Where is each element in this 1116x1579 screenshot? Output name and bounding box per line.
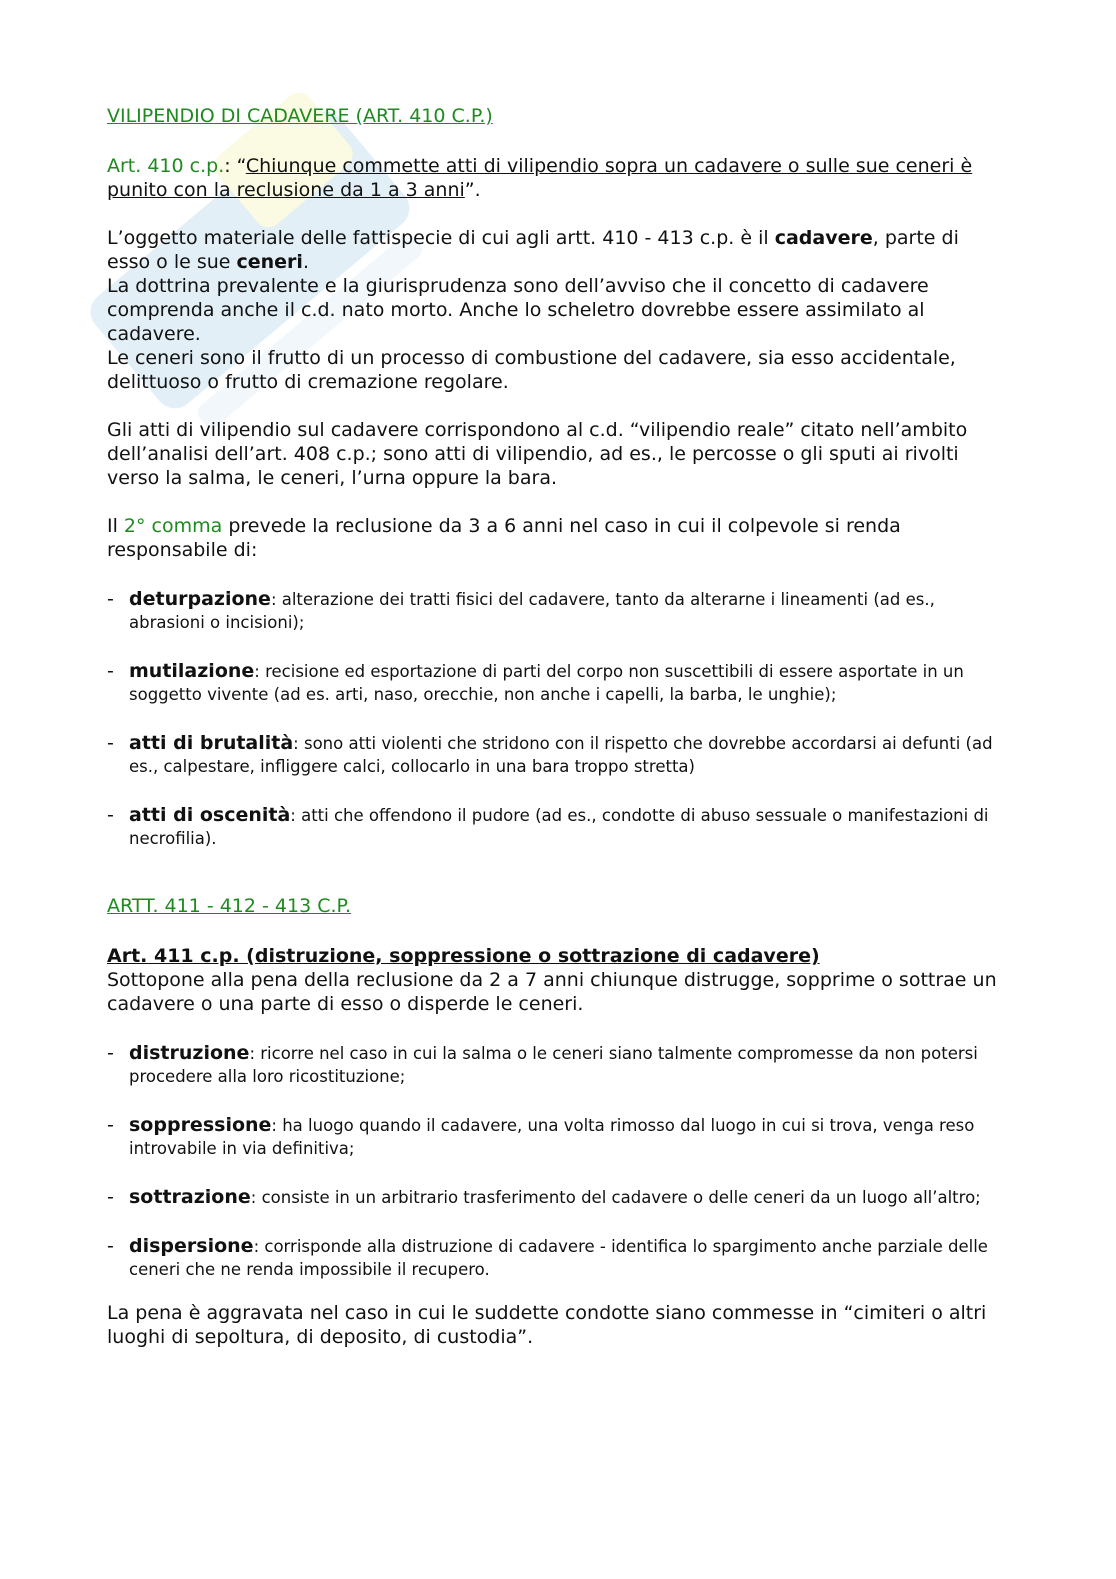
art-410-quote: Chiunque commette atti di vilipendio sopra un cadavere o sulle sue ceneri è punito con la reclusione da 1 a 3 anni bbox=[107, 155, 973, 201]
list-item-term: mutilazione bbox=[129, 660, 255, 682]
list-item bbox=[107, 1114, 1007, 1160]
list-item-text: : alterazione dei tratti fisici del cadavere, tanto da alterarne i lineamenti (ad es., abrasioni o incisioni); bbox=[129, 590, 935, 632]
list-item-term: dispersione bbox=[129, 1235, 254, 1257]
paragraph-atti-vilipendio: Gli atti di vilipendio sul cadavere corrispondono al c.d. “vilipendio reale” citato nell’ambito dell’analisi dell’art. 408 c.p.; sono atti di vilipendio, ad es., le percosse o gli sputi ai rivolti verso la salma, le ceneri, l’urna oppure la bara. bbox=[107, 419, 968, 489]
list-item-text: : ha luogo quando il cadavere, una volta rimosso dal luogo in cui si trova, venga reso introvabile in via definitiva; bbox=[129, 1116, 975, 1158]
list-item-term: distruzione bbox=[129, 1042, 250, 1064]
bullet-dash: - bbox=[107, 588, 114, 610]
paragraph-oggetto-materiale bbox=[107, 226, 1007, 274]
list-item bbox=[107, 804, 1007, 850]
paragraph-secondo-comma bbox=[107, 514, 1007, 562]
paragraph-ceneri: Le ceneri sono il frutto di un processo di combustione del cadavere, sia esso accidentale, delittuoso o frutto di cremazione regolare. bbox=[107, 347, 956, 393]
art-410-reference: Art. 410 c.p. bbox=[107, 155, 225, 177]
quote-close: ”. bbox=[464, 179, 481, 201]
bullet-dash: - bbox=[107, 1235, 114, 1257]
bullet-dash: - bbox=[107, 1186, 114, 1208]
list-item-text: : corrisponde alla distruzione di cadavere - identifica lo spargimento anche parziale delle ceneri che ne renda impossibile il recupero. bbox=[129, 1237, 988, 1279]
list-item bbox=[107, 660, 1007, 706]
bullet-dash: - bbox=[107, 1114, 114, 1136]
bold-term-cadavere: cadavere bbox=[774, 227, 873, 249]
list-item-term: sottrazione bbox=[129, 1186, 251, 1208]
list-item bbox=[107, 732, 1007, 778]
paragraph-pena-aggravata: La pena è aggravata nel caso in cui le suddette condotte siano commesse in “cimiteri o altri luoghi di sepoltura, di deposito, di custodia”. bbox=[107, 1302, 987, 1348]
list-item-term: soppressione bbox=[129, 1114, 272, 1136]
list-item-term: deturpazione bbox=[129, 588, 271, 610]
document-page bbox=[107, 104, 1007, 1349]
list-item-text: : ricorre nel caso in cui la salma o le ceneri siano talmente compromesse da non potersi procedere alla loro ricostituzione; bbox=[129, 1044, 978, 1086]
list-item bbox=[107, 1186, 1007, 1209]
paragraph-art-411: Sottopone alla pena della reclusione da 2 a 7 anni chiunque distrugge, sopprime o sottrae un cadavere o una parte di esso o disperde le ceneri. bbox=[107, 969, 997, 1015]
subheading-art-411: Art. 411 c.p. (distruzione, soppressione o sottrazione di cadavere) bbox=[107, 945, 820, 967]
list-item-text: : recisione ed esportazione di parti del corpo non suscettibili di essere asportate in un soggetto vivente (ad es. arti, naso, orecchie, non anche i capelli, la barba, le unghie); bbox=[129, 662, 964, 704]
list-item-text: : sono atti violenti che stridono con il rispetto che dovrebbe accordarsi ai defunti (ad es., calpestare, infliggere calci, collocarlo in una bara troppo stretta) bbox=[129, 734, 993, 776]
list-item-text: : atti che offendono il pudore (ad es., condotte di abuso sessuale o manifestazioni di necrofilia). bbox=[129, 806, 989, 848]
bullet-dash: - bbox=[107, 1042, 114, 1064]
secondo-comma-label: 2° comma bbox=[123, 515, 223, 537]
quote-open: : “ bbox=[224, 155, 246, 177]
bullet-list-art-411 bbox=[107, 1042, 1007, 1281]
list-item-term: atti di oscenità bbox=[129, 804, 291, 826]
bullet-dash: - bbox=[107, 660, 114, 682]
list-item bbox=[107, 1042, 1007, 1088]
text-run: Il bbox=[107, 515, 124, 537]
text-run: prevede la reclusione da 3 a 6 anni nel caso in cui il colpevole si renda responsabile di: bbox=[107, 515, 901, 561]
art-410-quote-paragraph bbox=[107, 154, 1007, 202]
list-item-term: atti di brutalità bbox=[129, 732, 294, 754]
paragraph-dottrina: La dottrina prevalente e la giurisprudenza sono dell’avviso che il concetto di cadavere comprenda anche il c.d. nato morto. Anche lo scheletro dovrebbe essere assimilato al cadavere. bbox=[107, 275, 929, 345]
bullet-dash: - bbox=[107, 804, 114, 826]
bullet-list-aggravanti bbox=[107, 588, 1007, 850]
bullet-dash: - bbox=[107, 732, 114, 754]
list-item bbox=[107, 1235, 1007, 1281]
bold-term-ceneri: ceneri bbox=[236, 251, 303, 273]
text-run: . bbox=[302, 251, 309, 273]
section-heading-art-410: VILIPENDIO DI CADAVERE (ART. 410 C.P.) bbox=[107, 105, 493, 127]
list-item bbox=[107, 588, 1007, 634]
text-run: L’oggetto materiale delle fattispecie di cui agli artt. 410 - 413 c.p. è il bbox=[107, 227, 775, 249]
section-heading-artt-411-413: ARTT. 411 - 412 - 413 C.P. bbox=[107, 895, 352, 917]
text-run: , parte di esso o le sue bbox=[107, 227, 959, 273]
list-item-text: : consiste in un arbitrario trasferimento del cadavere o delle ceneri da un luogo all’altro; bbox=[250, 1188, 981, 1207]
